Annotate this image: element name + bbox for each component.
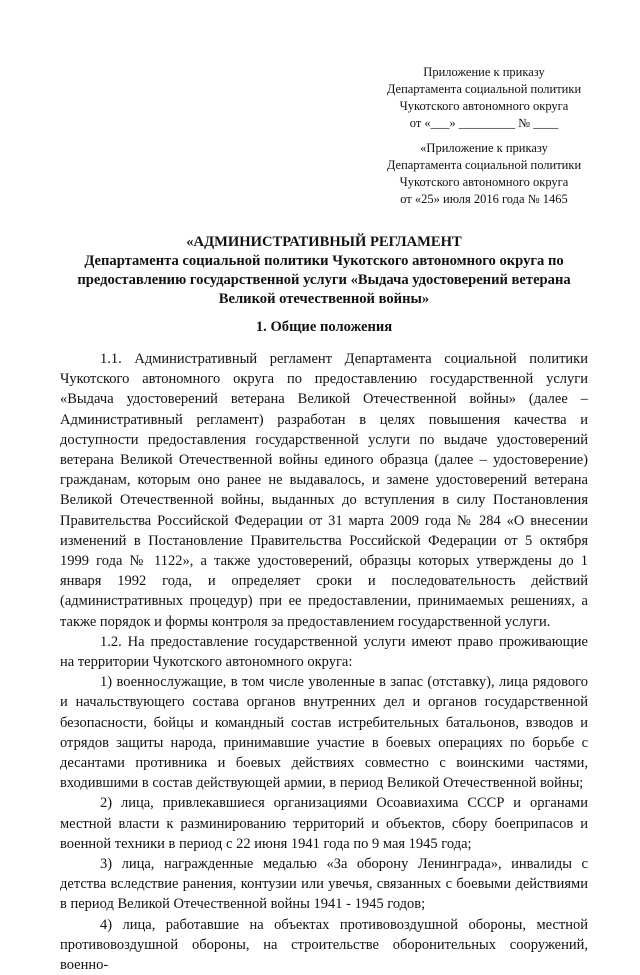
approval-block-previous xyxy=(364,140,604,208)
paragraph-1-2: 1.2. На предоставление государственной услуги имеют право проживающие на территории Чукотского автономного округа: xyxy=(60,633,588,671)
approval-line: от «25» июля 2016 года № 1465 xyxy=(400,192,568,206)
title-line: «АДМИНИСТРАТИВНЫЙ РЕГЛАМЕНТ xyxy=(186,234,462,250)
approval-line: Департамента социальной политики xyxy=(386,158,582,172)
list-item-4: 4) лица, работавшие на объектах противовоздушной обороны, местной противовоздушной обороны, на строительстве оборонительных сооружений, военно- xyxy=(60,916,588,974)
approval-line: Чукотского автономного округа xyxy=(399,99,569,113)
title-line: Департамента социальной политики Чукотского автономного округа по xyxy=(84,253,564,269)
approval-line: от «___» _________ № ____ xyxy=(409,116,559,130)
list-item-1: 1) военнослужащие, в том числе уволенные в запас (отставку), лица рядового и начальствующего состава органов внутренних дел и органов государственной безопасности, бойцы и командный состав истребительных батальонов, взводов и отрядов защиты народа, принимавшие участие в боевых операциях по борьбе с десантами противника и боевых действиях совместно с воинскими частями, входившими в состав действующей армии, в период Великой Отечественной войны; xyxy=(60,674,588,792)
document-body xyxy=(60,349,588,975)
list-item-3: 3) лица, награжденные медалью «За оборону Ленинграда», инвалиды с детства вследствие ранения, контузии или увечья, связанных с боевыми действиями в период Великой Отечественной войны 1941 - 1945 годов; xyxy=(60,856,588,913)
paragraph-1-1: 1.1. Административный регламент Департамента социальной политики Чукотского автономного округа по предоставлению государственной услуги «Выдача удостоверений ветерана Великой Отечественной войны» (далее – Административный регламент) разработан в целях повышения качества и доступности предоставления государственной услуги по выдаче удостоверений ветерана Великой Отечественной войны единого образца (далее – удостоверение) гражданам, которым оно ранее не выдавалось, и замене удостоверений ветерана Великой Отечественной войны, выданных до вступления в силу Постановления Правительства Российской Федерации от 31 марта 2009 года № 284 «О внесении изменений в Постановление Правительства Российской Федерации от 5 октября 1999 года № 1122», а также удостоверений, образцы которых утверждены до 1 января 1992 года, и определяет сроки и последовательность действий (административных процедур) при ее предоставлении, принимаемых решениях, а также порядок и формы контроля за предоставлением государственной услуги. xyxy=(60,351,588,630)
title-line: Великой отечественной войны» xyxy=(218,291,430,307)
document-title xyxy=(60,233,588,309)
approval-block-current xyxy=(364,64,604,132)
title-line: предоставлению государственной услуги «Выдача удостоверений ветерана xyxy=(77,272,571,288)
approval-line: Приложение к приказу xyxy=(423,65,545,79)
approval-line: Департамента социальной политики xyxy=(386,82,582,96)
approval-line: «Приложение к приказу xyxy=(420,141,548,155)
section-heading: 1. Общие положения xyxy=(255,319,393,335)
list-item-2: 2) лица, привлекавшиеся организациями Осоавиахима СССР и органами местной власти к разминированию территорий и объектов, сбору боеприпасов и военной техники в период с 22 июня 1941 года по 9 мая 1945 года; xyxy=(60,795,588,852)
approval-line: Чукотского автономного округа xyxy=(399,175,569,189)
